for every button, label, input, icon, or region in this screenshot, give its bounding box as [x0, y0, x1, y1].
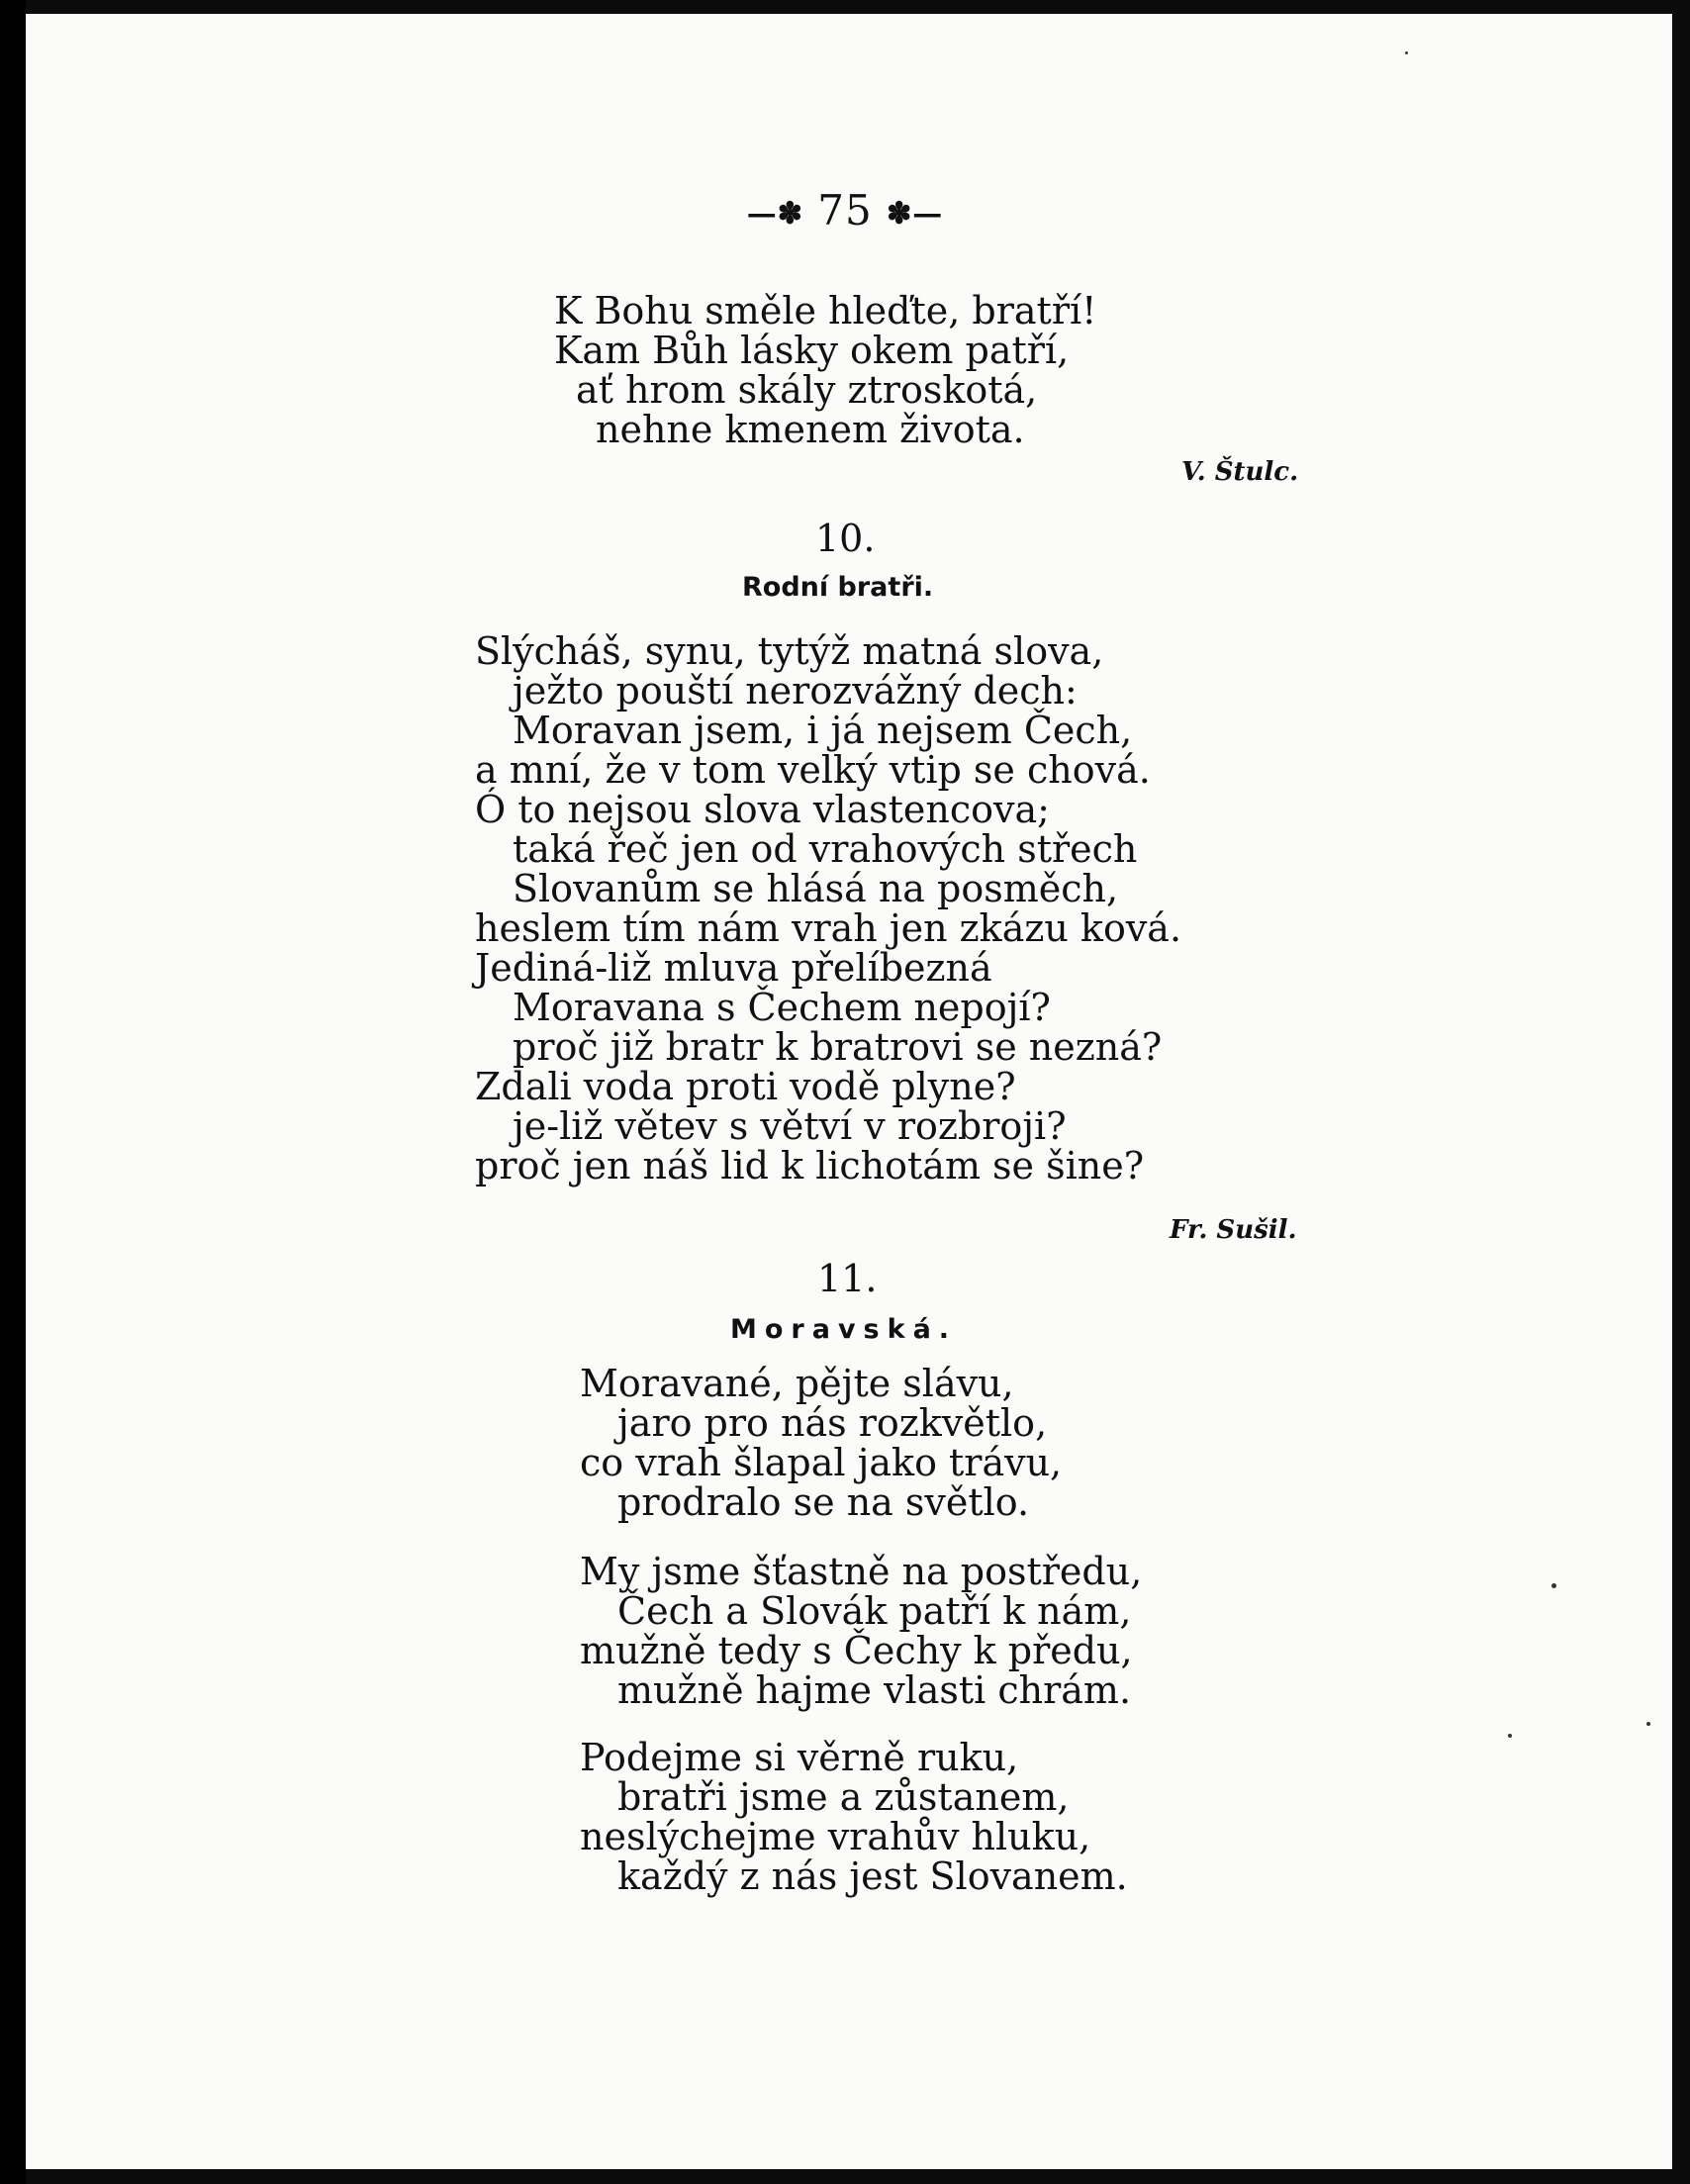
poem-11-line: mužně tedy s Čechy k předu, — [580, 1629, 1133, 1672]
poem-10-line: a mní, že v tom velký vtip se chová. — [475, 748, 1151, 792]
intro-line: Kam Bůh lásky okem patří, — [554, 329, 1070, 372]
poem-11-title: Moravská. — [730, 1314, 958, 1345]
scan-speck — [1551, 1583, 1556, 1588]
poem-10-line: Slovanům se hlásá na posměch, — [513, 867, 1119, 910]
poem-10-line: heslem tím nám vrah jen zkázu ková. — [475, 906, 1182, 950]
poem-10-line: taká řeč jen od vrahových střech — [513, 827, 1138, 871]
poem-10-line: Moravan jsem, i já nejsem Čech, — [513, 709, 1133, 752]
poem-11-line: bratři jsme a zůstanem, — [617, 1775, 1070, 1819]
poem-11-line: My jsme šťastně na postředu, — [580, 1550, 1143, 1593]
poem-11-line: jaro pro nás rozkvětlo, — [617, 1401, 1048, 1445]
intro-line: K Bohu směle hleďte, bratří! — [554, 289, 1097, 332]
poem-10-line: proč jen náš lid k lichotám se šine? — [475, 1144, 1145, 1187]
binding-edge — [0, 0, 26, 2184]
poem-11-line: Moravané, pějte slávu, — [580, 1362, 1014, 1405]
poem-10-number: 10. — [815, 517, 876, 560]
poem-11-number: 11. — [817, 1257, 878, 1300]
scan-speck — [1405, 51, 1408, 54]
poem-10-line: Zdali voda proti vodě plyne? — [475, 1065, 1016, 1108]
poem-11-line: Podejme si věrně ruku, — [580, 1736, 1019, 1779]
ornament-left: —✽ — [746, 196, 803, 232]
page-number-value: 75 — [817, 186, 873, 235]
poem-11-line: prodralo se na světlo. — [617, 1480, 1030, 1524]
ornament-right: ✽— — [887, 196, 944, 232]
poem-10-line: Jediná-liž mluva přelíbezná — [475, 946, 992, 990]
page-number — [0, 186, 1690, 235]
poem-11-line: Čech a Slovák patří k nám, — [617, 1589, 1132, 1633]
poem-10-author: Fr. Sušil. — [1170, 1215, 1297, 1245]
poem-11-line: co vrah šlapal jako trávu, — [580, 1441, 1063, 1484]
poem-11-line: mužně hajme vlasti chrám. — [617, 1668, 1132, 1712]
poem-11-line: neslýchejme vrahův hluku, — [580, 1815, 1091, 1858]
intro-line: ať hrom skály ztroskotá, — [576, 368, 1038, 412]
poem-11-line: každý z nás jest Slovanem. — [617, 1854, 1128, 1898]
poem-10-line: Moravana s Čechem nepojí? — [513, 986, 1051, 1029]
poem-10-line: Slýcháš, synu, tytýž matná slova, — [475, 629, 1104, 673]
poem-10-line: Ó to nejsou slova vlastencova; — [475, 788, 1050, 831]
intro-line: nehne kmenem života. — [596, 408, 1025, 451]
poem-10-line: ježto pouští nerozvážný dech: — [513, 669, 1078, 712]
scan-speck — [1646, 1722, 1650, 1726]
poem-10-line: proč již bratr k bratrovi se nezná? — [513, 1025, 1163, 1069]
poem-10-title: Rodní bratři. — [742, 572, 934, 603]
scan-speck — [1508, 1734, 1512, 1738]
poem-10-line: je-liž větev s větví v rozbroji? — [513, 1104, 1067, 1148]
intro-author: V. Štulc. — [1181, 457, 1299, 487]
